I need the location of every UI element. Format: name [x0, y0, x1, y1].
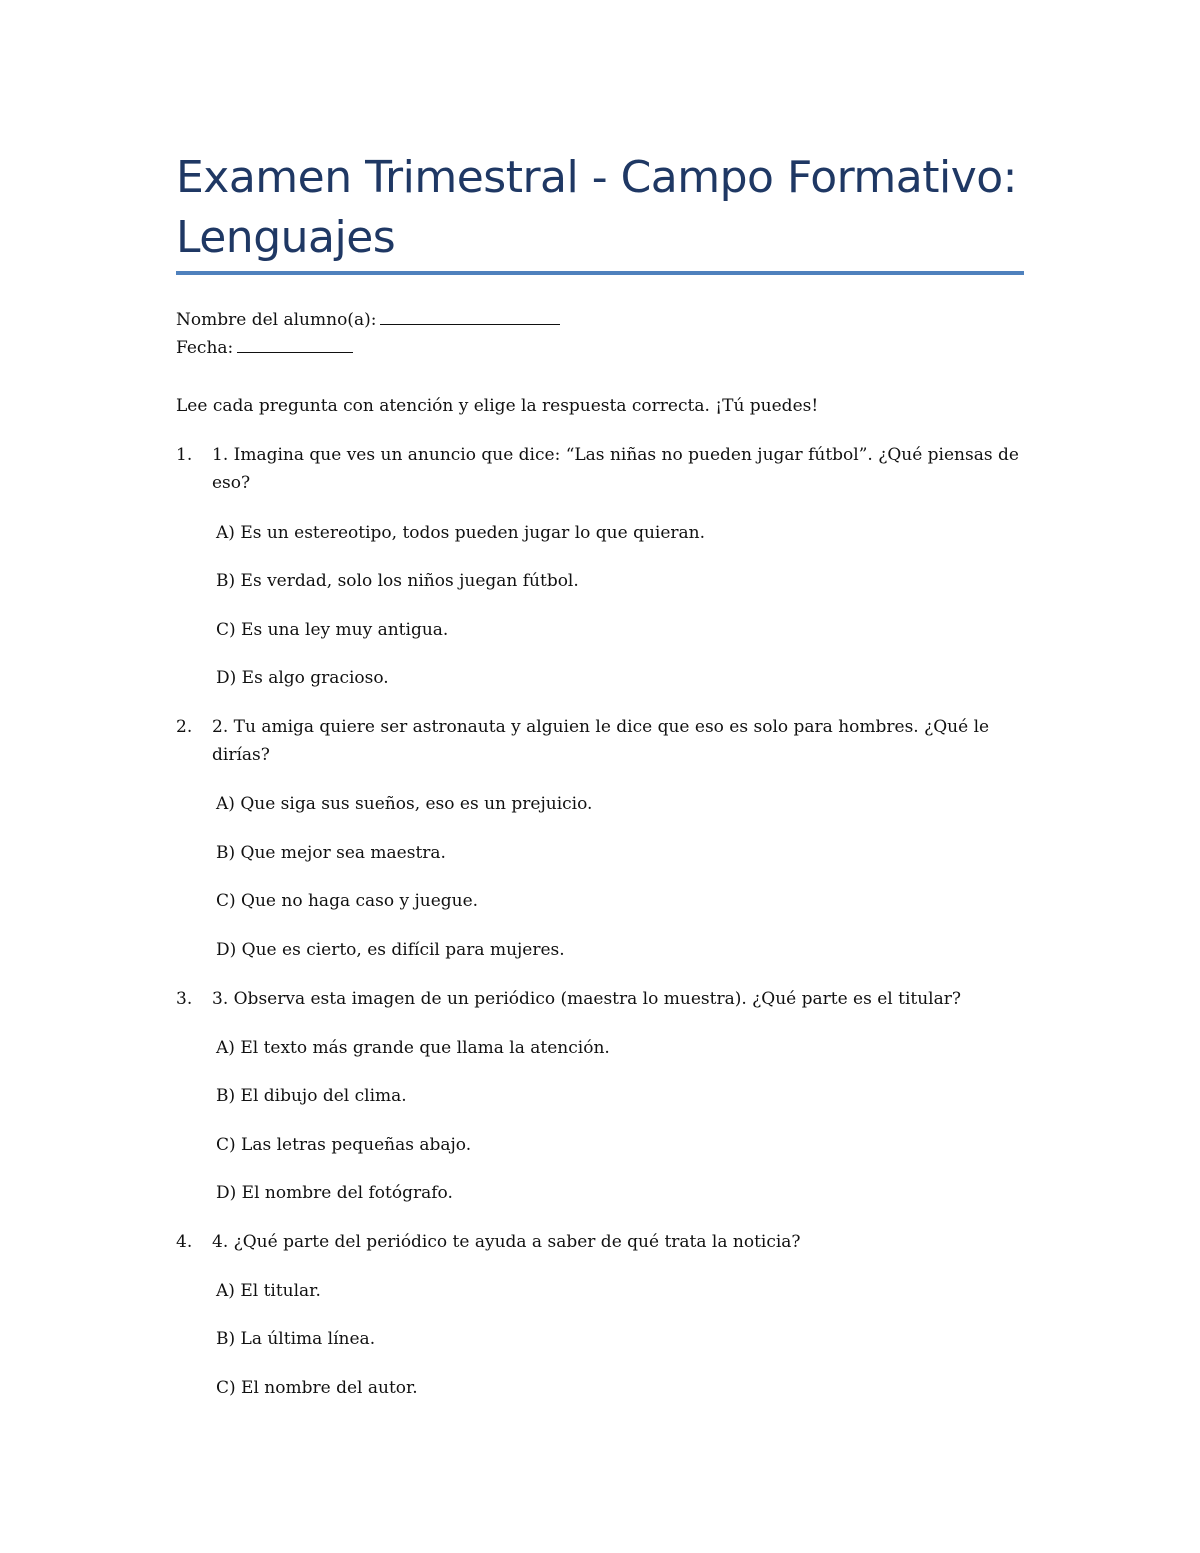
instructions-text: Lee cada pregunta con atención y elige la respuesta correcta. ¡Tú puedes! [176, 396, 819, 416]
question-number: 4. [176, 1232, 193, 1252]
question-text: 2. Tu amiga quiere ser astronauta y alguien le dice que eso es solo para hombres. ¿Qué le dirías? [212, 717, 990, 765]
answer-option: C) Que no haga caso y juegue. [216, 891, 479, 911]
question-number: 2. [176, 717, 193, 737]
answer-option: B) Que mejor sea maestra. [216, 843, 446, 863]
answer-option: B) Es verdad, solo los niños juegan fútbol. [216, 571, 579, 591]
question-text: 4. ¿Qué parte del periódico te ayuda a saber de qué trata la noticia? [212, 1232, 801, 1252]
answer-option: D) Es algo gracioso. [216, 668, 389, 688]
answer-option: C) Las letras pequeñas abajo. [216, 1135, 472, 1155]
answer-option: A) El texto más grande que llama la atención. [216, 1038, 610, 1058]
answer-option: C) Es una ley muy antigua. [216, 620, 449, 640]
question-text: 3. Observa esta imagen de un periódico (maestra lo muestra). ¿Qué parte es el titular? [212, 989, 961, 1009]
answer-option: A) El titular. [216, 1281, 321, 1301]
answer-option: B) El dibujo del clima. [216, 1086, 407, 1106]
answer-option: A) Es un estereotipo, todos pueden jugar lo que quieran. [216, 523, 706, 543]
answer-option: A) Que siga sus sueños, eso es un prejuicio. [216, 794, 593, 814]
page-title: Examen Trimestral - Campo Formativo: Lenguajes [176, 152, 1018, 263]
question-number: 3. [176, 989, 193, 1009]
student-name-label: Nombre del alumno(a): [176, 310, 377, 330]
answer-option: C) El nombre del autor. [216, 1378, 418, 1398]
student-name-field [176, 308, 560, 332]
date-label: Fecha: [176, 338, 234, 358]
student-name-blank [380, 308, 560, 325]
answer-option: D) El nombre del fotógrafo. [216, 1183, 453, 1203]
date-blank [237, 336, 353, 353]
question-number: 1. [176, 445, 193, 465]
question-text: 1. Imagina que ves un anuncio que dice: “Las niñas no pueden jugar fútbol”. ¿Qué piensas de eso? [212, 445, 1019, 493]
date-field [176, 336, 353, 360]
answer-option: B) La última línea. [216, 1329, 376, 1349]
answer-option: D) Que es cierto, es difícil para mujeres. [216, 940, 565, 960]
title-underline [176, 271, 1024, 275]
